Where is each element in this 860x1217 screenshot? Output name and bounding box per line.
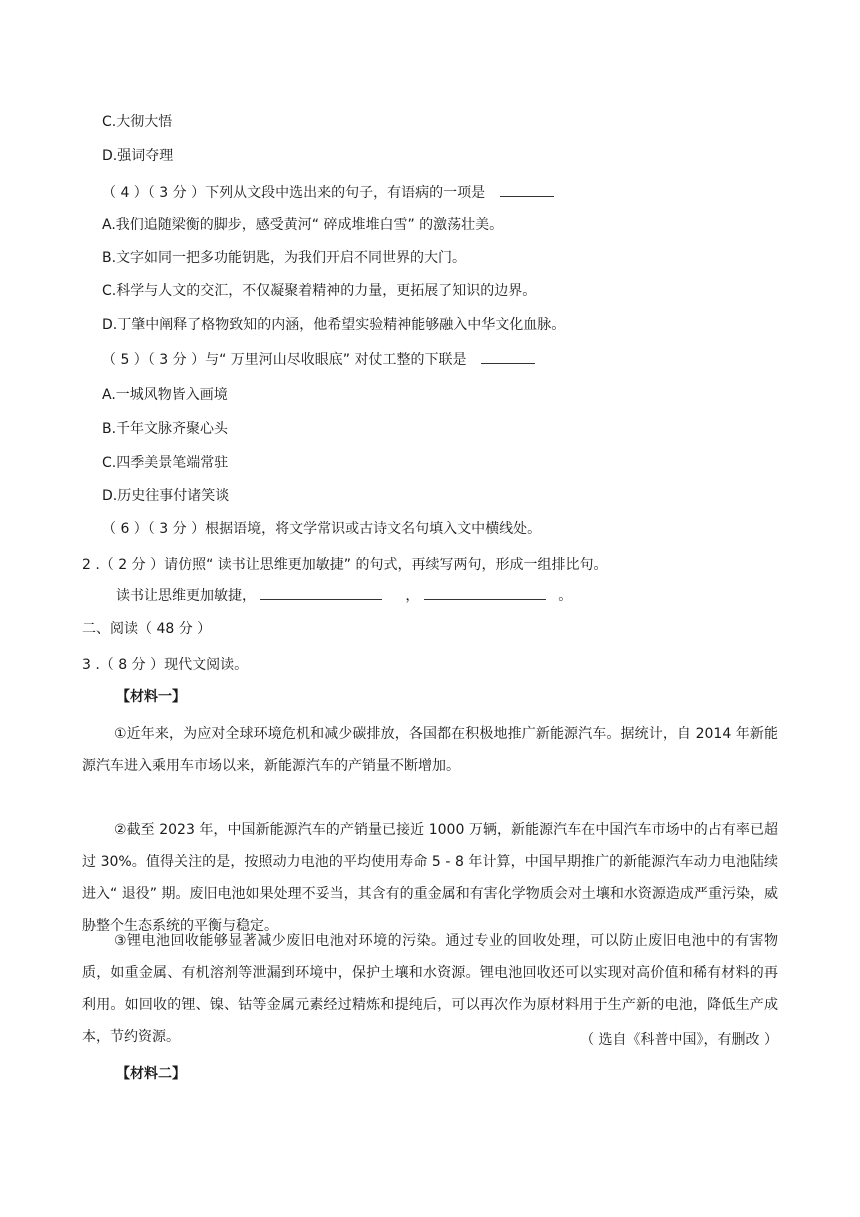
material-1-heading: 【材料一】 bbox=[116, 689, 186, 705]
question-3-stem: 3 .（ 8 分 ）现代文阅读。 bbox=[82, 657, 249, 673]
source-citation: （ 选自《科普中国》，有删改 ） bbox=[580, 1032, 778, 1048]
question-4-stem bbox=[102, 182, 554, 203]
answer-blank-1[interactable] bbox=[260, 585, 382, 600]
q4-option-c: C.科学与人文的交汇，不仅凝聚着精神的力量，更拓展了知识的边界。 bbox=[102, 283, 537, 299]
material-2-heading: 【材料二】 bbox=[116, 1066, 186, 1082]
q4-option-a: A.我们追随梁衡的脚步，感受黄河“ 碎成堆堆白雪” 的激荡壮美。 bbox=[102, 217, 504, 233]
question-5-stem bbox=[102, 349, 535, 370]
question-2-answer-line bbox=[116, 585, 572, 606]
question-4-text: （ 4 ）（ 3 分 ）下列从文段中选出来的句子，有语病的一项是 bbox=[102, 185, 486, 201]
q5-option-a: A.一城风物皆入画境 bbox=[102, 387, 228, 403]
question-5-text: （ 5 ）（ 3 分 ）与“ 万里河山尽收眼底” 对仗工整的下联是 bbox=[102, 352, 467, 368]
q5-option-b: B.千年文脉齐聚心头 bbox=[102, 421, 229, 437]
answer-blank-2[interactable] bbox=[424, 585, 546, 600]
comma: ， bbox=[405, 588, 420, 604]
q4-option-b: B.文字如同一把多功能钥匙，为我们开启不同世界的大门。 bbox=[102, 250, 467, 266]
period: 。 bbox=[558, 588, 573, 604]
answer-blank[interactable] bbox=[500, 182, 554, 197]
section-2-title: 二、阅读（ 48 分 ） bbox=[82, 621, 212, 637]
question-2-prompt: 读书让思维更加敏捷， bbox=[116, 588, 256, 604]
q5-option-d: D.历史往事付诸笑谈 bbox=[102, 488, 230, 504]
option-d: D.强词夺理 bbox=[102, 148, 174, 164]
q4-option-d: D.丁肇中阐释了格物致知的内涵，他希望实验精神能够融入中华文化血脉。 bbox=[102, 317, 566, 333]
q5-option-c: C.四季美景笔端常驻 bbox=[102, 455, 229, 471]
option-c: C.大彻大悟 bbox=[102, 114, 173, 130]
question-2-stem: 2 .（ 2 分 ）请仿照“ 读书让思维更加敏捷” 的句式，再续写两句，形成一组排比句。 bbox=[82, 557, 608, 573]
paragraph-3: ③锂电池回收能够显著减少废旧电池对环境的污染。通过专业的回收处理，可以防止废旧电池中的有害物质，如重金属、有机溶剂等泄漏到环境中，保护土壤和水资源。锂电池回收还可以实现对高价值和稀有材料的再利用。如回收的锂、镍、钴等金属元素经过精炼和提纯后，可以再次作为原材料用于生产新的电池，降低生产成本，节约资源。 bbox=[82, 933, 778, 1045]
question-6-stem: （ 6 ）（ 3 分 ）根据语境，将文学常识或古诗文名句填入文中横线处。 bbox=[102, 521, 542, 537]
paragraph-2: ②截至 2023 年，中国新能源汽车的产销量已接近 1000 万辆，新能源汽车在中国汽车市场中的占有率已超过 30%。值得关注的是，按照动力电池的平均使用寿命 5 - 8 年计算，中国早期推广的新能源汽车动力电池陆续进入“ 退役” 期。废旧电池如果处理不妥当，其含有的重金属和有害化学物质会对土壤和水资源造成严重污染，威胁整个生态系统的平衡与稳定。 bbox=[82, 822, 778, 934]
paragraph-1: ①近年来，为应对全球环境危机和减少碳排放，各国都在积极地推广新能源汽车。据统计，自 2014 年新能源汽车进入乘用车市场以来，新能源汽车的产销量不断增加。 bbox=[82, 726, 778, 774]
answer-blank[interactable] bbox=[481, 349, 535, 364]
